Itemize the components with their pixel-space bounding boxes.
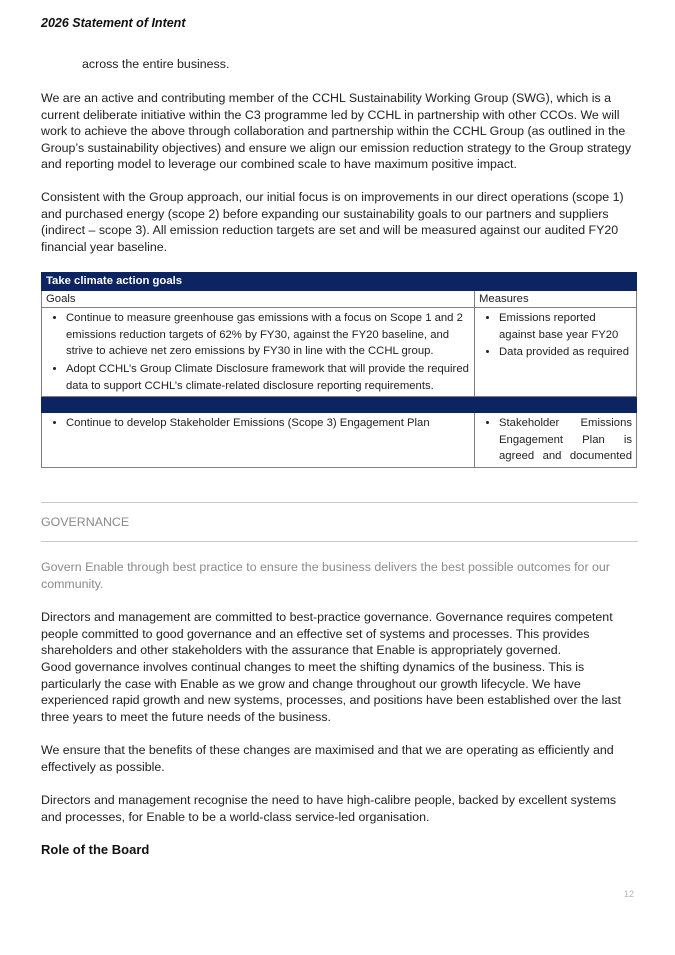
table-row	[42, 413, 637, 468]
table-header-empty	[475, 273, 637, 291]
governance-intro: Govern Enable through best practice to ensure the business delivers the best possible outcomes for our community.	[41, 560, 610, 591]
goal-item: • Adopt CCHL’s Group Climate Disclosure framework that will provide the required data to support CCHL’s climate-related disclosure reporting requirements.	[66, 361, 470, 394]
table-row	[42, 308, 637, 397]
goals-cell	[42, 413, 475, 468]
divider-cell	[42, 397, 475, 413]
divider-bottom	[41, 541, 638, 542]
divider-cell	[475, 397, 637, 413]
goals-cell	[42, 308, 475, 397]
measures-cell	[475, 413, 637, 468]
governance-paragraph-3: We ensure that the benefits of these changes are maximised and that we are operating as efficiently and effectively as possible.	[41, 743, 614, 774]
governance-paragraph-1: Directors and management are committed to best-practice governance. Governance requires competent people committed to good governance and an effective set of systems and processes. This provides shareholders and other stakeholders with the assurance that Enable is appropriately governed.	[41, 610, 613, 658]
goal-item: • Continue to measure greenhouse gas emissions with a focus on Scope 1 and 2 emissions reduction targets of 62% by FY30, against the FY20 baseline, and strive to achieve net zero emissions by FY30 in line with the CCHL group.	[66, 310, 470, 360]
paragraph-swg: We are an active and contributing member of the CCHL Sustainability Working Group (SWG), which is a current deliberate initiative within the C3 programme led by CCHL in partnership with other CCOs. We will work to achieve the above through collaboration and partnership within the CCHL Group (as outlined in the Group’s sustainability objectives) and ensure we align our emission reduction strategy to the Group strategy and reporting model to leverage our combined scale to have maximum positive impact.	[41, 91, 632, 172]
column-measures: Measures	[475, 290, 637, 308]
role-of-board-heading: Role of the Board	[41, 842, 150, 857]
paragraph-continuation: across the entire business.	[82, 57, 230, 71]
divider-top	[41, 502, 638, 503]
table-divider-row	[42, 397, 637, 413]
governance-paragraph-2: Good governance involves continual changes to meet the shifting dynamics of the business. This is particularly the case with Enable as we grow and change throughout our growth lifecycle. We have experienced rapid growth and new systems, processes, and positions have been established over the last three years to meet the future needs of the business.	[41, 660, 621, 724]
measure-item: • Stakeholder Emissions Engagement Plan is agreed and documented	[499, 415, 632, 465]
measure-item: • Emissions reported against base year FY20	[499, 310, 632, 343]
governance-heading: GOVERNANCE	[41, 515, 130, 529]
column-goals: Goals	[42, 290, 475, 308]
climate-goals-table	[41, 272, 637, 468]
table-title: Take climate action goals	[42, 273, 475, 291]
governance-paragraph-4: Directors and management recognise the need to have high-calibre people, backed by excellent systems and processes, for Enable to be a world-class service-led organisation.	[41, 793, 617, 824]
table-column-row	[42, 290, 637, 308]
page-header-title: 2026 Statement of Intent	[41, 16, 186, 30]
table-header-row	[42, 273, 637, 291]
measure-item: • Data provided as required	[499, 344, 632, 361]
goal-item: • Continue to develop Stakeholder Emissions (Scope 3) Engagement Plan	[66, 415, 470, 432]
measures-cell	[475, 308, 637, 397]
paragraph-group-approach: Consistent with the Group approach, our initial focus is on improvements in our direct operations (scope 1) and purchased energy (scope 2) before expanding our sustainability goals to our partners and suppliers (indirect – scope 3). All emission reduction targets are set and will be measured against our audited FY20 financial year baseline.	[41, 190, 624, 254]
page-number: 12	[624, 889, 635, 899]
